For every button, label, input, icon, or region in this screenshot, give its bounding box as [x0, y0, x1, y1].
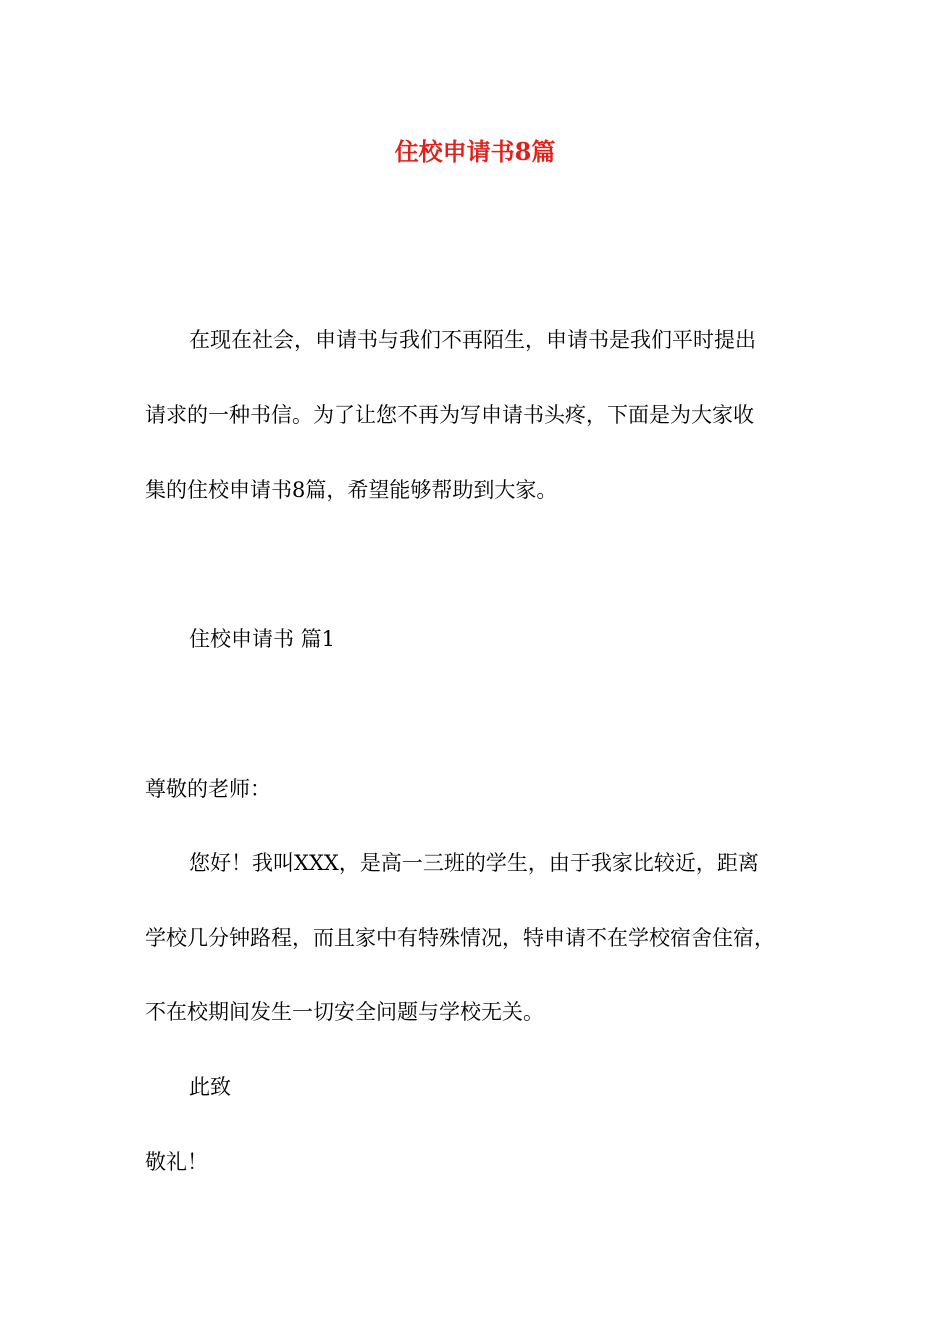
intro-line-1: 在现在社会，申请书与我们不再陌生，申请书是我们平时提出	[189, 328, 756, 352]
document-title: 住校申请书8篇	[394, 137, 556, 166]
salutation: 尊敬的老师：	[145, 777, 271, 801]
section-heading: 住校申请书 篇1	[189, 627, 336, 651]
body-line-2: 学校几分钟路程，而且家中有特殊情况，特申请不在学校宿舍住宿，	[145, 926, 775, 950]
regards-line: 敬礼！	[145, 1150, 208, 1174]
intro-line-3: 集的住校申请书8篇，希望能够帮助到大家。	[145, 478, 558, 502]
body-line-1: 您好！我叫XXX，是高一三班的学生，由于我家比较近，距离	[189, 851, 759, 875]
intro-line-2: 请求的一种书信。为了让您不再为写申请书头疼，下面是为大家收	[145, 403, 754, 427]
body-line-3: 不在校期间发生一切安全问题与学校无关。	[145, 1000, 544, 1024]
closing-line: 此致	[189, 1075, 231, 1099]
